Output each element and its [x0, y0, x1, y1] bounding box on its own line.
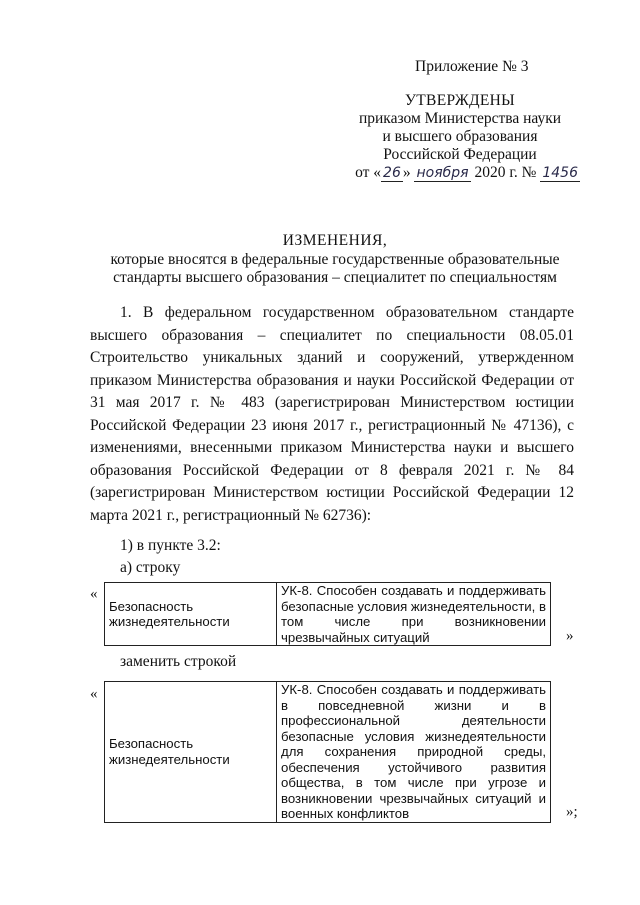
title-subheading: которые вносятся в федеральные государственные образовательные стандарты высшего образования – специалитет по специальностям: [110, 251, 560, 286]
approved-by-line-1: приказом Министерства науки: [358, 110, 562, 127]
quote-close-1: »: [566, 628, 574, 644]
old-competence-cell: УК-8. Способен создавать и поддерживать безопасные условия жизнедеятельности, в том числе при возникновении чрезвычайных ситуаций: [277, 583, 551, 646]
handwritten-month: ноября: [416, 165, 469, 181]
approved-by-line-2: и высшего образования: [382, 128, 538, 145]
date-prefix: от «: [355, 164, 382, 181]
table-row: [105, 583, 551, 646]
title-heading: ИЗМЕНЕНИЯ,: [282, 232, 388, 249]
paragraph-1: 1. В федеральном государственном образовательном стандарте высшего образования – специалитет по специальности 08.05.01 Строительство уникальных зданий и сооружений, утвержденном приказом Министерства образования и науки Российской Федерации от 31 мая 2017 г. № 483 (зарегистрирован Министерством юстиции Российской Федерации 23 июня 2017 г., регистрационный № 47136), с изменениями, внесенными приказом Министерства науки и высшего образования Российской Федерации от 8 февраля 2021 г. № 84 (зарегистрирован Министерством юстиции Российской Федерации 12 марта 2021 г., регистрационный № 62736):: [90, 304, 574, 524]
quote-open-2: «: [90, 686, 98, 702]
quote-open-1: «: [90, 586, 98, 602]
appendix-number: Приложение № 3: [415, 58, 529, 75]
handwritten-order-number: 1456: [542, 165, 578, 181]
new-category-cell: Безопасность жизнедеятельности: [105, 682, 277, 823]
approval-block: [340, 92, 580, 182]
replace-with-label: заменить строкой: [120, 653, 237, 670]
quote-close-2: »;: [566, 804, 578, 820]
date-year: 2020 г. №: [474, 164, 537, 181]
old-category-cell: Безопасность жизнедеятельности: [105, 583, 277, 646]
new-row-table: [104, 681, 551, 823]
approved-by-line-3: Российской Федерации: [383, 146, 537, 163]
date-mid: »: [402, 164, 411, 181]
document-title: [90, 232, 580, 287]
handwritten-day: 26: [383, 165, 401, 181]
new-competence-cell: УК-8. Способен создавать и поддерживать в повседневной жизни и в профессиональной деятельности безопасные условия жизнедеятельности для сохранения природной среды, обеспечения устойчивого развития общества, в том числе при угрозе и возникновении чрезвычайных ситуаций и военных конфликтов: [277, 682, 551, 823]
item-1: 1) в пункте 3.2:: [120, 537, 221, 554]
old-row-table: [104, 582, 551, 646]
table-row: [105, 682, 551, 823]
order-date-line: [340, 164, 580, 182]
item-a: а) строку: [120, 559, 181, 576]
approved-label: УТВЕРЖДЕНЫ: [405, 92, 515, 109]
